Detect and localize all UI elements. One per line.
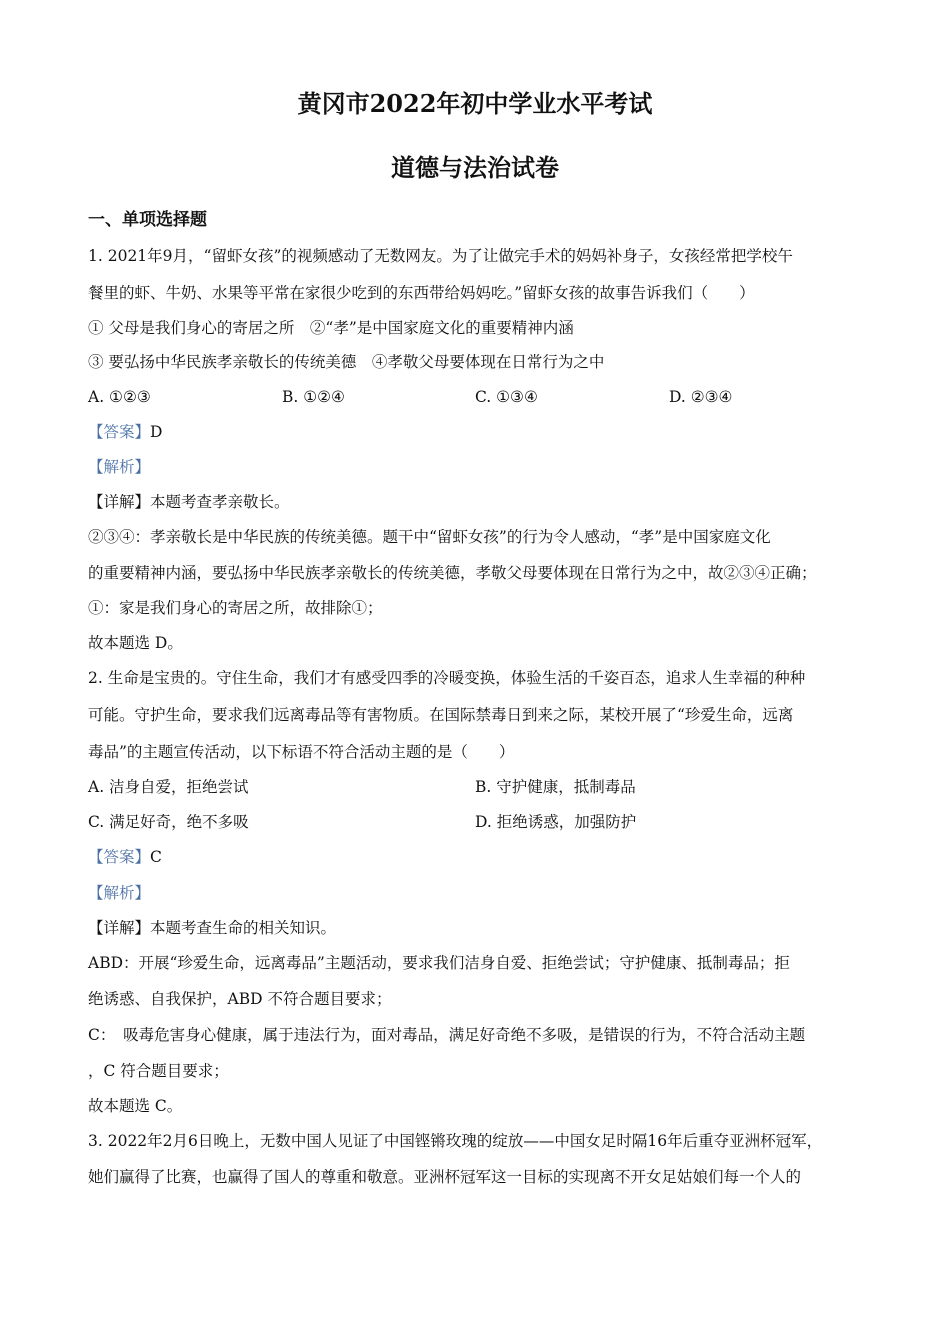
q1-explanation-line: ①：家是我们身心的寄居之所，故排除①； — [88, 599, 383, 617]
document-subtitle: 道德与法治试卷 — [391, 153, 559, 182]
q1-stem-line: 1. 2021年9月，“留虾女孩”的视频感动了无数网友。为了让做完手术的妈妈补身子，女孩经常把学校午 — [88, 247, 793, 265]
q2-conclusion: 故本题选 C。 — [88, 1097, 183, 1115]
analysis-tag: 【解析】 — [88, 458, 151, 476]
q3-stem-line: 3. 2022年2月6日晚上，无数中国人见证了中国铿锵玫瑰的绽放——中国女足时隔16年后重夺亚洲杯冠军， — [88, 1132, 823, 1150]
detail-text: 本题考查生命的相关知识。 — [150, 919, 337, 937]
q2-explanation-line: ABD：开展“珍爱生命，远离毒品”主题活动，要求我们洁身自爱、拒绝尝试；守护健康、抵制毒品；拒 — [88, 954, 790, 972]
q2-explanation-line: C： 吸毒危害身心健康，属于违法行为，面对毒品，满足好奇绝不多吸，是错误的行为，不符合活动主题 — [88, 1026, 806, 1044]
q2-option-b: B. 守护健康，抵制毒品 — [475, 778, 636, 796]
q2-option-d: D. 拒绝诱惑，加强防护 — [475, 813, 637, 831]
analysis-tag: 【解析】 — [88, 884, 151, 902]
q3-stem-line: 她们赢得了比赛，也赢得了国人的尊重和敬意。亚洲杯冠军这一目标的实现离不开女足姑娘们每一个人的 — [88, 1168, 802, 1186]
answer-tag: 【答案】 — [88, 848, 151, 866]
q2-answer — [88, 846, 878, 868]
q1-statement-line: ① 父母是我们身心的寄居之所 ②“孝”是中国家庭文化的重要精神内涵 — [88, 319, 574, 337]
q1-option-c: C. ①③④ — [475, 388, 538, 406]
q1-statement-line: ③ 要弘扬中华民族孝亲敬长的传统美德 ④孝敬父母要体现在日常行为之中 — [88, 353, 605, 371]
q2-option-a: A. 洁身自爱，拒绝尝试 — [88, 778, 249, 796]
q2-detail — [88, 917, 878, 939]
document-title: 黄冈市2022年初中学业水平考试 — [297, 89, 653, 118]
detail-tag: 【详解】 — [88, 493, 151, 511]
detail-text: 本题考查孝亲敬长。 — [150, 493, 290, 511]
q1-option-d: D. ②③④ — [669, 388, 733, 406]
q2-explanation-line: 绝诱惑、自我保护，ABD 不符合题目要求； — [88, 990, 392, 1008]
answer-value: C — [150, 848, 162, 866]
q1-explanation-line: ②③④：孝亲敬长是中华民族的传统美德。题干中“留虾女孩”的行为令人感动，“孝”是中国家庭文化 — [88, 528, 771, 546]
section-heading: 一、单项选择题 — [88, 210, 207, 230]
detail-tag: 【详解】 — [88, 919, 151, 937]
q2-stem-line: 2. 生命是宝贵的。守住生命，我们才有感受四季的冷暖变换，体验生活的千姿百态，追求人生幸福的种种 — [88, 669, 806, 687]
q1-explanation-line: 的重要精神内涵，要弘扬中华民族孝亲敬长的传统美德，孝敬父母要体现在日常行为之中，故②③④正确； — [88, 564, 817, 582]
q1-option-b: B. ①②④ — [282, 388, 345, 406]
q1-answer — [88, 421, 878, 443]
q2-stem-line: 可能。守护生命，要求我们远离毒品等有害物质。在国际禁毒日到来之际，某校开展了“珍爱生命，远离 — [88, 706, 794, 724]
answer-value: D — [150, 423, 163, 441]
q2-analysis — [88, 882, 878, 904]
q2-stem-line: 毒品”的主题宣传活动，以下标语不符合活动主题的是（ ） — [88, 743, 515, 761]
q2-explanation-line: ，C 符合题目要求； — [88, 1062, 229, 1080]
q1-option-a: A. ①②③ — [88, 388, 151, 406]
q1-analysis — [88, 456, 878, 478]
q1-conclusion: 故本题选 D。 — [88, 634, 183, 652]
q2-option-c: C. 满足好奇，绝不多吸 — [88, 813, 249, 831]
q1-detail — [88, 491, 878, 513]
answer-tag: 【答案】 — [88, 423, 151, 441]
q1-stem-line: 餐里的虾、牛奶、水果等平常在家很少吃到的东西带给妈妈吃。”留虾女孩的故事告诉我们（ ） — [88, 284, 755, 302]
